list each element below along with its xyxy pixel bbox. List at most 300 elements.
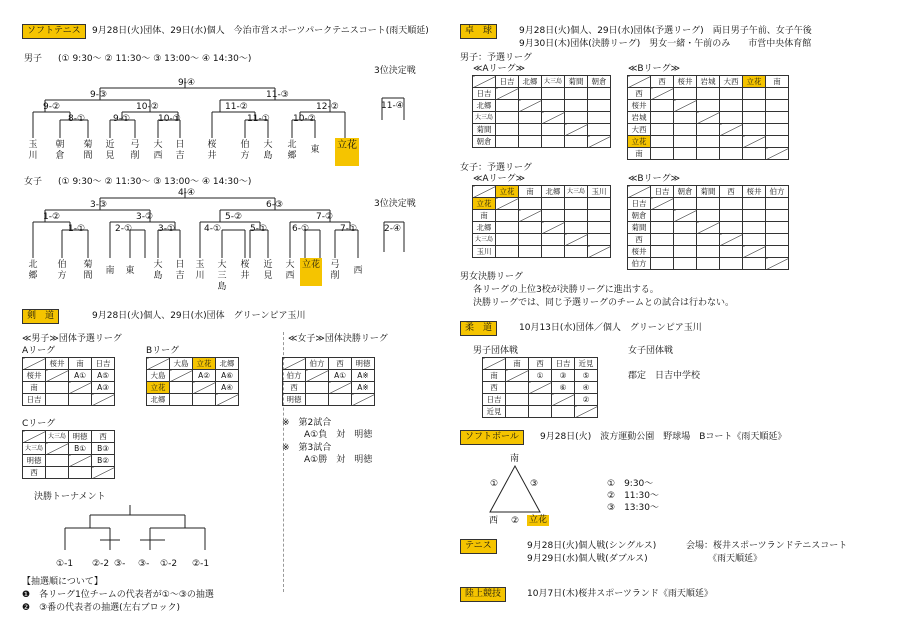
kendo-girls-note: ※ 第2試合: [282, 418, 332, 428]
league-cell: [720, 210, 743, 222]
kendo-league-a-table: [22, 357, 115, 406]
tennis-schedule: 9月28日(火)個人戦(シングルス): [527, 541, 657, 551]
tt-final-title: 男女決勝リーグ: [460, 272, 524, 282]
league-cell: [565, 222, 588, 234]
league-cell: 大島: [170, 358, 193, 370]
league-cell: 南: [483, 370, 506, 382]
league-cell: [697, 210, 720, 222]
boys-third-place-label: 3位決定戦: [374, 66, 416, 76]
girls-team: 菊間: [83, 260, 93, 281]
league-cell: [651, 258, 674, 270]
league-cell: [588, 246, 611, 258]
league-cell: [651, 234, 674, 246]
league-cell: [674, 258, 697, 270]
league-cell: [720, 136, 743, 148]
league-cell: 岩城: [628, 112, 651, 124]
league-cell: [743, 210, 766, 222]
girls-match-label: 3-①: [158, 224, 176, 234]
league-cell: [529, 406, 552, 418]
league-cell: [720, 198, 743, 210]
league-cell: [306, 370, 329, 382]
league-cell: [674, 246, 697, 258]
league-cell: 朝倉: [628, 210, 651, 222]
kendo-league-b-table: [146, 357, 239, 406]
league-cell: 日吉: [23, 394, 46, 406]
tt-girls-a-label: ≪Aリーグ≫: [473, 174, 526, 184]
league-cell: [588, 234, 611, 246]
league-cell: [542, 112, 565, 124]
league-cell: [697, 198, 720, 210]
league-cell: 桜井: [674, 76, 697, 88]
league-cell: [329, 382, 352, 394]
girls-match-label: 2-①: [115, 224, 133, 234]
league-cell: [697, 124, 720, 136]
league-cell: 明徳: [69, 431, 92, 443]
league-cell: [46, 382, 69, 394]
league-cell: [651, 222, 674, 234]
league-cell: 北郷: [147, 394, 170, 406]
league-cell: [193, 382, 216, 394]
boys-team: 桜井: [207, 140, 217, 161]
league-cell: [651, 210, 674, 222]
girls-match-label: 3-③: [90, 200, 108, 210]
girls-team: 日吉: [175, 260, 185, 281]
boys-match-label: 12-②: [316, 102, 339, 112]
softball-title: ソフトボール: [460, 430, 524, 445]
softball-time: ② 11:30～: [607, 491, 660, 501]
league-cell: [496, 100, 519, 112]
softball-team: 南: [510, 454, 520, 464]
league-cell: [147, 358, 170, 370]
table-tennis-title: 卓 球: [460, 24, 497, 39]
league-cell: 立花: [496, 186, 519, 198]
girls-team: 玉川: [195, 260, 205, 281]
league-cell: [529, 394, 552, 406]
league-cell: 西: [329, 358, 352, 370]
girls-team: 西: [353, 266, 363, 276]
tennis-venue: 会場：桜井スポーツランドテニスコート: [686, 541, 848, 551]
league-cell: 日吉: [552, 358, 575, 370]
league-cell: [496, 112, 519, 124]
soft-tennis-info: 9月28日(火)団体、29日(水)個人 今治市営スポーツパークテニスコート(雨天順延): [92, 26, 429, 36]
league-cell: [565, 136, 588, 148]
girls-team: 弓削: [330, 260, 340, 281]
boys-team: 大島: [263, 140, 273, 161]
league-cell: [720, 112, 743, 124]
girls-team: 北郷: [28, 260, 38, 281]
kendo-final-title: 決勝トーナメント: [34, 492, 106, 502]
league-cell: [483, 358, 506, 370]
track-info: 10月7日(木)桜井スポーツランド《雨天順延》: [527, 589, 713, 599]
girls-match-label: 5-①: [250, 224, 268, 234]
league-cell: [766, 258, 789, 270]
league-cell: [46, 467, 69, 479]
league-cell: [674, 136, 697, 148]
tt-girls-a-table: [472, 185, 611, 258]
league-cell: [46, 370, 69, 382]
tt-final-note: 各リーグの上位3校が決勝リーグに進出する。: [473, 285, 659, 295]
league-cell: B①: [69, 443, 92, 455]
league-cell: 明徳: [352, 358, 375, 370]
table-tennis-info: 9月30日(木)団体(決勝リーグ) 男女一緒・午前のみ 市営中央体育館: [519, 39, 812, 49]
league-cell: [69, 382, 92, 394]
league-cell: [542, 88, 565, 100]
league-cell: [565, 112, 588, 124]
league-cell: [69, 467, 92, 479]
league-cell: 西: [483, 382, 506, 394]
league-cell: [651, 124, 674, 136]
league-cell: 大三島: [46, 431, 69, 443]
league-cell: [352, 394, 375, 406]
league-cell: [565, 88, 588, 100]
league-cell: [92, 394, 115, 406]
league-cell: [588, 100, 611, 112]
league-cell: [674, 100, 697, 112]
league-cell: [170, 394, 193, 406]
league-cell: [496, 198, 519, 210]
league-cell: [674, 124, 697, 136]
kendo-league-c-label: Cリーグ: [22, 419, 56, 429]
league-cell: [720, 234, 743, 246]
league-cell: [743, 246, 766, 258]
league-cell: [329, 394, 352, 406]
kendo-final-slot: ③-: [138, 559, 150, 569]
league-cell: 西: [92, 431, 115, 443]
boys-match-label: 10-②: [136, 102, 159, 112]
girls-team: 大三島: [217, 260, 227, 292]
league-cell: 日吉: [496, 76, 519, 88]
league-cell: 桜井: [46, 358, 69, 370]
league-cell: [720, 222, 743, 234]
league-cell: [529, 382, 552, 394]
girls-team: 近見: [263, 260, 273, 281]
league-cell: [743, 100, 766, 112]
softball-info: 9月28日(火) 波方運動公園 野球場 Bコート《雨天順延》: [540, 432, 787, 442]
soft-tennis-title: ソフトテニス: [22, 24, 86, 39]
boys-team: 東: [310, 145, 320, 155]
league-cell: [306, 382, 329, 394]
league-cell: ⑥: [552, 382, 575, 394]
league-cell: 北郷: [473, 100, 496, 112]
league-cell: 菊間: [697, 186, 720, 198]
league-cell: [588, 136, 611, 148]
kendo-league-a-label: Aリーグ: [22, 346, 56, 356]
league-cell: [720, 124, 743, 136]
girls-team: 桜井: [240, 260, 250, 281]
league-cell: [628, 186, 651, 198]
league-cell: [697, 234, 720, 246]
league-cell: 近見: [483, 406, 506, 418]
girls-team-highlight: 立花: [300, 258, 322, 286]
league-cell: [69, 394, 92, 406]
judo-boys-table: [482, 357, 598, 418]
league-cell: [588, 88, 611, 100]
league-cell: 大三島: [473, 234, 496, 246]
league-cell: [743, 234, 766, 246]
league-cell: 岩城: [697, 76, 720, 88]
league-cell: [519, 222, 542, 234]
league-cell: [542, 234, 565, 246]
league-cell: 玉川: [588, 186, 611, 198]
tt-boys-title: 男子：予選リーグ: [460, 53, 533, 63]
league-cell: [575, 406, 598, 418]
league-cell: [651, 246, 674, 258]
league-cell: 日吉: [483, 394, 506, 406]
boys-team: 近見: [105, 140, 115, 161]
league-cell: [743, 222, 766, 234]
league-cell: 朝倉: [674, 186, 697, 198]
league-cell: [674, 112, 697, 124]
league-cell: [743, 124, 766, 136]
league-cell: 桜井: [23, 370, 46, 382]
boys-match-label: 9-②: [43, 102, 61, 112]
draw-note: ❶ 各リーグ1位チームの代表者が①～③の抽選: [22, 590, 214, 600]
league-cell: [506, 382, 529, 394]
kendo-girls-note: A①勝 対 明徳: [304, 455, 373, 465]
league-cell: 北郷: [473, 222, 496, 234]
league-cell: [588, 112, 611, 124]
league-cell: 南: [69, 358, 92, 370]
league-cell: [496, 222, 519, 234]
league-cell: [542, 198, 565, 210]
league-cell: 日吉: [473, 88, 496, 100]
league-cell: ③: [552, 370, 575, 382]
league-cell: 立花: [628, 136, 651, 148]
boys-team: 弓削: [130, 140, 140, 161]
boys-team: 菊間: [83, 140, 93, 161]
girls-match-label: 4-①: [204, 224, 222, 234]
boys-team: 大西: [153, 140, 163, 161]
league-cell: [216, 394, 239, 406]
league-cell: 伯方: [283, 370, 306, 382]
league-cell: [697, 112, 720, 124]
league-cell: [283, 358, 306, 370]
league-cell: ④: [575, 382, 598, 394]
boys-times: (① 9:30～ ② 11:30～ ③ 13:00～ ④ 14:30～): [58, 54, 252, 64]
league-cell: [565, 124, 588, 136]
judo-girls-note: 郡定 日吉中学校: [628, 371, 701, 381]
league-cell: 西: [628, 234, 651, 246]
league-cell: 大三島: [565, 186, 588, 198]
tennis-schedule: 9月29日(水)個人戦(ダブルス): [527, 554, 648, 564]
kendo-league-c-table: [22, 430, 115, 479]
league-cell: 玉川: [473, 246, 496, 258]
league-cell: [519, 210, 542, 222]
league-cell: [766, 198, 789, 210]
girls-team: 南: [105, 266, 115, 276]
league-cell: 菊間: [628, 222, 651, 234]
league-cell: [697, 136, 720, 148]
league-cell: 南: [766, 76, 789, 88]
league-cell: A⑤: [92, 370, 115, 382]
girls-team: 大西: [285, 260, 295, 281]
league-cell: 菊間: [565, 76, 588, 88]
league-cell: 大三島: [23, 443, 46, 455]
league-cell: 大西: [628, 124, 651, 136]
league-cell: B③: [92, 443, 115, 455]
league-cell: [743, 258, 766, 270]
league-cell: A③: [92, 382, 115, 394]
league-cell: 南: [23, 382, 46, 394]
boys-match-label: 9-③: [90, 90, 108, 100]
kendo-final-slot: ②-2: [92, 559, 110, 569]
league-cell: 明徳: [23, 455, 46, 467]
league-cell: [720, 246, 743, 258]
girls-match-label: 6-①: [292, 224, 310, 234]
girls-match-label: 4-④: [178, 188, 196, 198]
league-cell: [565, 210, 588, 222]
boys-team: 玉川: [28, 140, 38, 161]
league-cell: [193, 394, 216, 406]
league-cell: 南: [506, 358, 529, 370]
boys-match-label: 9-④: [178, 78, 196, 88]
boys-match-label: 9-①: [113, 114, 131, 124]
boys-match-label: 10-②: [293, 114, 316, 124]
league-cell: 西: [283, 382, 306, 394]
girls-match-label: 3-②: [136, 212, 154, 222]
league-cell: [697, 246, 720, 258]
league-cell: [506, 394, 529, 406]
league-cell: ⑤: [575, 370, 598, 382]
tennis-rain: 《雨天順延》: [708, 554, 763, 564]
girls-team: 東: [125, 266, 135, 276]
league-cell: [519, 234, 542, 246]
league-cell: [766, 136, 789, 148]
league-cell: A※: [352, 382, 375, 394]
league-cell: [743, 112, 766, 124]
softball-time: ① 9:30～: [607, 479, 654, 489]
girls-team: 伯方: [57, 260, 67, 281]
league-cell: 日吉: [651, 186, 674, 198]
boys-label: 男子: [24, 54, 43, 64]
judo-info: 10月13日(水)団体／個人 グリーンピア玉川: [519, 323, 702, 333]
girls-match-label: 1-②: [43, 212, 61, 222]
girls-match-label: 6-③: [266, 200, 284, 210]
tt-boys-a-table: [472, 75, 611, 148]
kendo-final-slot: ①-2: [160, 559, 178, 569]
kendo-girls-title: ≪女子≫団体決勝リーグ: [288, 334, 388, 344]
league-cell: [697, 258, 720, 270]
league-cell: 桜井: [628, 100, 651, 112]
league-cell: [542, 246, 565, 258]
league-cell: 日吉: [628, 198, 651, 210]
league-cell: [697, 88, 720, 100]
league-cell: [23, 358, 46, 370]
league-cell: [542, 210, 565, 222]
league-cell: 立花: [147, 382, 170, 394]
league-cell: [651, 148, 674, 160]
boys-match-label: 11-①: [247, 114, 270, 124]
league-cell: 伯方: [306, 358, 329, 370]
league-cell: 西: [720, 186, 743, 198]
league-cell: 日吉: [92, 358, 115, 370]
league-cell: A②: [193, 370, 216, 382]
league-cell: [506, 370, 529, 382]
league-cell: [766, 246, 789, 258]
league-cell: [697, 222, 720, 234]
league-cell: ①: [529, 370, 552, 382]
boys-match-label: 8-①: [68, 114, 86, 124]
league-cell: [519, 100, 542, 112]
girls-team: 大島: [153, 260, 163, 281]
league-cell: [565, 100, 588, 112]
league-cell: 伯方: [766, 186, 789, 198]
league-cell: [588, 198, 611, 210]
tt-boys-b-table: [627, 75, 789, 160]
kendo-final-slot: ②-1: [192, 559, 210, 569]
league-cell: [542, 124, 565, 136]
league-cell: [46, 455, 69, 467]
league-cell: [506, 406, 529, 418]
table-tennis-info: 9月28日(火)個人、29日(水)団体(予選リーグ) 両日男子午前、女子午後: [519, 26, 812, 36]
league-cell: 菊間: [473, 124, 496, 136]
boys-match-label: 11-③: [266, 90, 289, 100]
girls-label: 女子: [24, 177, 43, 187]
softball-team: 西: [489, 516, 499, 526]
league-cell: [651, 112, 674, 124]
league-cell: [565, 246, 588, 258]
draw-note: ❷ ③番の代表者の抽選(左右ブロック): [22, 603, 180, 613]
league-cell: 近見: [575, 358, 598, 370]
league-cell: [743, 198, 766, 210]
judo-boys-title: 男子団体戦: [473, 346, 519, 356]
softball-edge: ②: [511, 516, 520, 526]
girls-match-label: 2-④: [384, 224, 402, 234]
league-cell: [519, 112, 542, 124]
draw-note-title: 【抽選順について】: [22, 577, 103, 587]
league-cell: 朝倉: [473, 136, 496, 148]
league-cell: [519, 198, 542, 210]
league-cell: [766, 222, 789, 234]
boys-team: 伯方: [240, 140, 250, 161]
league-cell: [766, 148, 789, 160]
league-cell: [496, 234, 519, 246]
league-cell: [766, 100, 789, 112]
softball-edge: ③: [530, 479, 539, 489]
league-cell: [519, 136, 542, 148]
league-cell: [588, 210, 611, 222]
league-cell: [743, 88, 766, 100]
girls-match-label: 7-②: [316, 212, 334, 222]
league-cell: [473, 186, 496, 198]
boys-match-label: 11-④: [381, 101, 404, 111]
softball-team-highlight: 立花: [529, 515, 548, 525]
girls-times: (① 9:30～ ② 11:30～ ③ 13:00～ ④ 14:30～): [58, 177, 252, 187]
league-cell: [542, 136, 565, 148]
softball-time: ③ 13:30～: [607, 503, 660, 513]
league-cell: [743, 136, 766, 148]
league-cell: [542, 100, 565, 112]
tt-girls-b-label: ≪Bリーグ≫: [628, 174, 681, 184]
league-cell: [674, 88, 697, 100]
league-cell: 立花: [473, 198, 496, 210]
kendo-league-b-label: Bリーグ: [146, 346, 180, 356]
league-cell: A①: [69, 370, 92, 382]
league-cell: 大西: [720, 76, 743, 88]
league-cell: [306, 394, 329, 406]
league-cell: [674, 210, 697, 222]
league-cell: [674, 198, 697, 210]
league-cell: [720, 148, 743, 160]
league-cell: [674, 234, 697, 246]
league-cell: 明徳: [283, 394, 306, 406]
league-cell: [720, 100, 743, 112]
league-cell: [46, 443, 69, 455]
league-cell: [46, 394, 69, 406]
league-cell: 西: [23, 467, 46, 479]
league-cell: [496, 246, 519, 258]
league-cell: [542, 222, 565, 234]
